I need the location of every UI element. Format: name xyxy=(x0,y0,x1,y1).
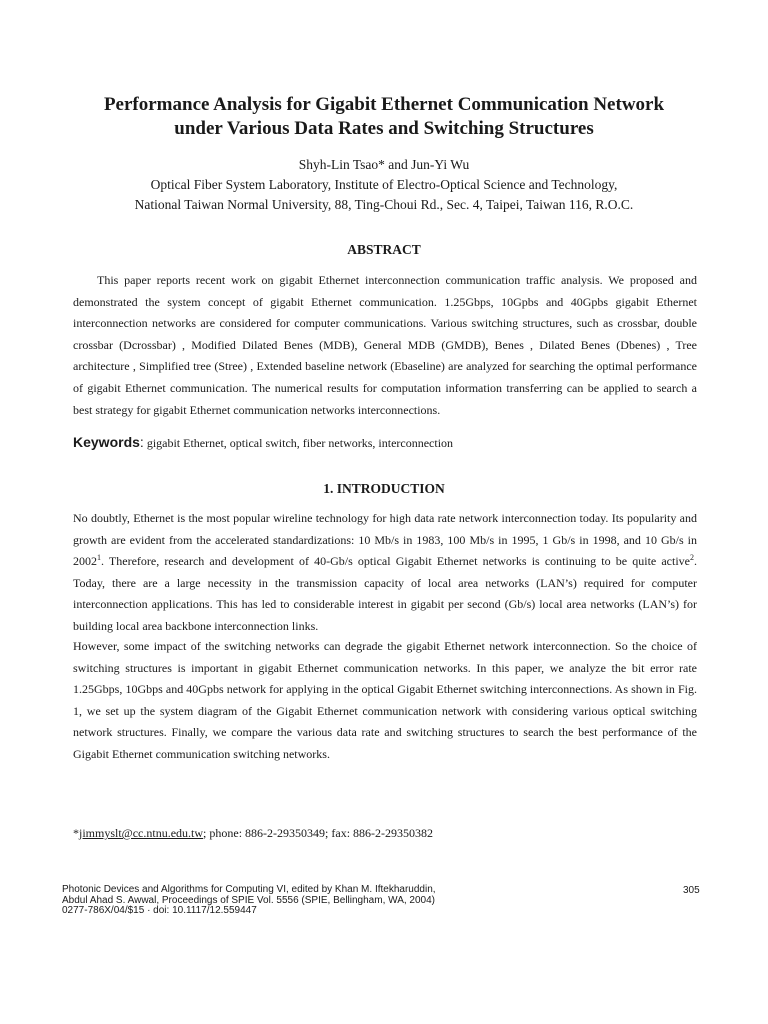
footer-line-3: 0277-786X/04/$15 · doi: 10.1117/12.559447 xyxy=(62,905,257,916)
introduction-paragraph-1: No doubtly, Ethernet is the most popular wireline technology for high data rate network interconnection today. Its popularity and growth are evident from the accelerated standardizations: 10 Mb/s in 1983, 100 Mb/s in 1995, 1 Gb/s in 1998, and 10 Gb/s in 2002$^1$. Therefore, research and development of 40-Gb/s optical Gigabit Ethernet networks is continuing to be quite active$^2$. Today, there are a large necessity in the transmission capacity of local area networks (LAN’s) required for computer interconnection applications. This has led to considerable interest in gigabit per second (Gb/s) local area networks (LAN’s) for building local area backbone interconnection links. xyxy=(73,511,697,633)
introduction-paragraph-2: However, some impact of the switching networks can degrade the gigabit Ethernet network interconnection. So the choice of switching structures is important in gigabit Ethernet communication networks. In this paper, we analyze the bit error rate 1.25Gbps, 10Gbps and 40Gpbs network for applying in the optical Gigabit Ethernet switching interconnections. As shown in Fig. 1, we set up the system diagram of the Gigabit Ethernet communication network with considering various optical switching network structures. Finally, we compare the various data rate and switching structures to search the best performance of the Gigabit Ethernet communication switching networks. xyxy=(73,639,697,761)
affiliation-line-1: Optical Fiber System Laboratory, Institute of Electro-Optical Science and Technology, xyxy=(150,177,618,192)
introduction-heading: 1. INTRODUCTION xyxy=(323,481,445,496)
footer-line-1: Photonic Devices and Algorithms for Computing VI, edited by Khan M. Iftekharuddin, xyxy=(62,884,436,895)
author-names: Shyh-Lin Tsao* and Jun-Yi Wu xyxy=(298,157,470,172)
citation-2: 2 xyxy=(690,553,694,563)
abstract-text: This paper reports recent work on gigabit Ethernet interconnection communication traffic analysis. We proposed and demonstrated the system concept of gigabit Ethernet communication. 1.25Gbps, 10Gpbs and 40Gpbs gigabit Ethernet interconnection networks are considered for computer communications. Various switching structures, such as crossbar, double crossbar (Dcrossbar) , Modified Dilated Benes (MDB), General MDB (GMDB), Benes , Dilated Benes (Dbenes) , Tree architecture , Simplified tree (Stree) , Extended baseline network (Ebaseline) are analyzed for searching the optimal performance of gigabit Ethernet communication. The numerical results for computation information transferring can be applied to search a best strategy for gigabit Ethernet communication networks interconnections. xyxy=(73,273,697,417)
keywords-label: Keywords: xyxy=(73,434,144,450)
email-link[interactable]: jimmyslt@cc.ntnu.edu.tw xyxy=(79,826,204,840)
title-line-1: Performance Analysis for Gigabit Ethernet Communication Network xyxy=(103,94,665,115)
paper-title xyxy=(40,93,728,141)
author-block xyxy=(40,155,728,215)
citation-1: 1 xyxy=(97,553,101,563)
footer-line-2: Abdul Ahad S. Awwal, Proceedings of SPIE Vol. 5556 (SPIE, Bellingham, WA, 2004) xyxy=(62,894,435,906)
page-number: 305 xyxy=(683,885,700,896)
keywords-text: gigabit Ethernet, optical switch, fiber networks, interconnection xyxy=(143,436,454,450)
footnote: *jimmyslt@cc.ntnu.edu.tw; phone: 886-2-29350349; fax: 886-2-29350382 xyxy=(73,826,434,840)
keywords-line xyxy=(73,434,697,451)
affiliation-line-2: National Taiwan Normal University, 88, Ting-Choui Rd., Sec. 4, Taipei, Taiwan 116, R.O.C. xyxy=(134,197,634,212)
publication-footer xyxy=(62,885,436,917)
title-line-2: under Various Data Rates and Switching Structures xyxy=(174,118,594,139)
abstract-heading: ABSTRACT xyxy=(347,242,421,257)
